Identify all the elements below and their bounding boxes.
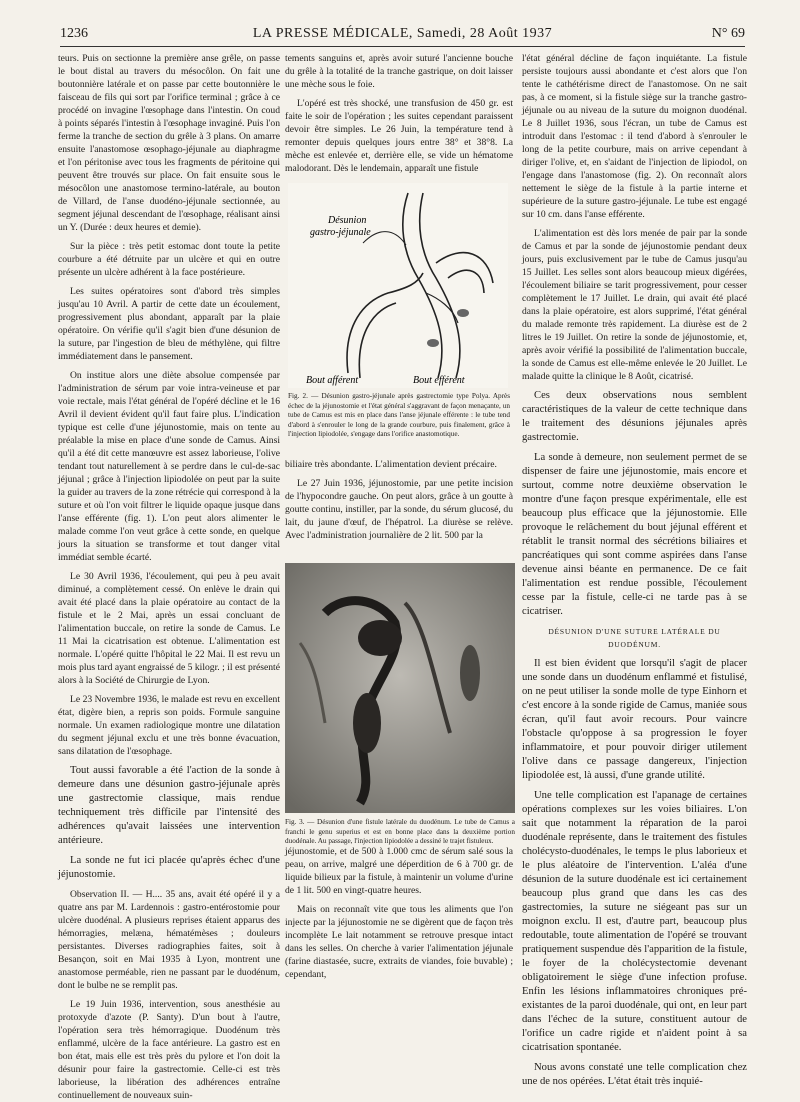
- paragraph: L'opéré est très shocké, une transfusion de 450 gr. est faite le soir de l'opération ; les suites cependant paraissent devoir être simples. Le 26 Juin, la température tend à remonter depuis quelques jours entre 38° et 38°8. La mèche est enlevée et, derrière elle, se vide un hématome malodorant. Dès le lendemain, apparaît une fistule: [285, 98, 513, 174]
- column-right: [522, 52, 747, 1087]
- paragraph: tements sanguins et, après avoir suturé l'ancienne bouche du grêle à la totalité de la tranche gastrique, on doit laisser une mèche sous le foie.: [285, 53, 513, 90]
- paragraph: Ces deux observations nous semblent caractéristiques de la valeur de cette technique dans le traitement des désunions jéjunales après gastrectomie.: [522, 390, 747, 443]
- section-heading: DÉSUNION D'UNE SUTURE LATÉRALE DU DUODÉNUM.: [548, 627, 721, 649]
- label-gastro-jejunale: gastro-jéjunale: [310, 227, 371, 238]
- journal-title: LA PRESSE MÉDICALE, Samedi, 28 Août 1937: [252, 26, 553, 41]
- figure-3-radiograph: [285, 563, 515, 813]
- column-middle-bottom: [285, 845, 513, 1070]
- paragraph: Mais on reconnaît vite que tous les aliments que l'on injecte par la jéjunostomie ne se digèrent que de façon très incomplète Le lait notamment se retrouve presque intact dans les selles. On cherche à varier l'alimentation jéjunale (farine diastasée, sucre, extraits de viandes, foie buvable) ; cependant,: [285, 904, 513, 980]
- paragraph: l'état général décline de façon inquiétante. La fistule persiste toujours aussi abondante et c'est alors que l'on tente le cathétérisme direct de l'anastomose. On ne sait pas, à ce moment, si la fistule siège sur la tranche gastro-jéjunale ou au niveau de la suture du moignon duodénal. Le 8 Juillet 1936, sous l'écran, un tube de Camus est introduit dans l'estomac : il tend d'abord à s'enrouler le long de la petite courbure, mais on arrive cependant à diriger l'olive, et, en s'aidant de l'injection de lipiodol, on l'engage dans l'anastomose (fig. 2). On reconnaît alors nettement le siège de la fistule à la partie interne et supérieure de la suture gastro-jéjunale. Le tube est engagé sur 10 cm. dans l'anse efférente.: [522, 53, 747, 220]
- paragraph: jéjunostomie, et de 500 à 1.000 cmc de sérum salé sous la peau, on arrive, malgré une déperdition de 6 à 700 gr. de liquide bilieux par la fistule, à maintenir un volume d'urine de 1 lit. 500 en vingt-quatre heures.: [285, 846, 513, 896]
- paragraph: Observation II. — H.... 35 ans, avait été opéré il y a quatre ans par M. Lardennois : gastro-entérostomie pour ulcère duodénal. A plusieurs reprises étaient apparus des hémorragies, melæna, hématémèses ; douleurs persistantes. Diverses radiographies faites, soit à Besançon, soit en Mai 1935 à Lyon, montrent une anastomose perméable, rien ne passant par le duodénum, dont le bulbe ne se remplit pas.: [58, 889, 280, 991]
- page-header: [60, 22, 745, 47]
- paragraph: biliaire très abondante. L'alimentation devient précaire.: [285, 459, 497, 470]
- label-bout-efferent: Bout efférent: [413, 375, 465, 386]
- paragraph: Nous avons constaté une telle complication chez une de nos opérées. L'état était très inquié-: [522, 1062, 747, 1087]
- column-left: [58, 52, 280, 1101]
- paragraph: La sonde ne fut ici placée qu'après échec d'une jéjunostomie.: [58, 855, 280, 880]
- figure-2-drawing: [288, 183, 508, 388]
- figure-2-diagram: [288, 183, 508, 388]
- paragraph: L'alimentation est dès lors menée de pair par la sonde de Camus et par la sonde de jéjunostomie pendant deux jours, puis exclusivement par le tube de Camus jusqu'au 15 Juillet. Les selles sont alors beaucoup mieux digérées, l'écoulement biliaire se tarit progressivement, pour cesser complètement le 17 Juillet. Le drain, qui avait été placé dans la plaie opératoire, est alors supprimé, l'état général du malade remonte très rapidement. La diurèse est de 2 litres le 19 Juillet. On retire la sonde de jéjunostomie, et, après avoir vérifié la possibilité de l'alimentation buccale, la sonde de Camus est elle-même enlevée le 20 Juillet. Le malade quitte la clinique le 8 Août, cicatrisé.: [522, 228, 747, 382]
- column-middle-top: [285, 52, 513, 182]
- paragraph: On institue alors une diète absolue compensée par l'administration de sérum par voie intra-veineuse et par voie rectale, mais l'état général de l'opéré décline et le 16 Avril il devient évident qu'il faut faire plus. L'indication typique est celle d'une jéjunostomie, mais on tente au préalable la mise en place d'une sonde de Camus. Ainsi qu'il a été dit cette manœuvre est assez laborieuse, l'olive tendant tout naturellement à se perdre dans le cul-de-sac jéjunal ; grâce à l'injection lipiodolée on peut par la suite la guider au travers de la zone rétrécie qui correspond à la suture et où l'on voit filtrer le liquide opaque jusque dans l'anse efférente (fig. 1). L'on peut alors alimenter le malade comme l'on veut grâce à cette sonde, en quelque jours la situation se transforme et tout danger vital immédiat semble écarté.: [58, 370, 280, 563]
- paragraph: Le 27 Juin 1936, jéjunostomie, par une petite incision de l'hypocondre gauche. On peut alors, grâce à un goutte à goutte continu, instiller, par la sonde, du sérum glucosé, du lait, du jaune d'œuf, de l'hépatrol. La diurèse se relève. Avec l'administration journalière de 2 lit. 500 par la: [285, 478, 513, 541]
- figure-3-caption: Fig. 3. — Désunion d'une fistule latérale du duodénum. Le tube de Camus a franchi le genu superius et est en bonne place dans la deuxième portion duodénale. Au passage, l'injection lipiodolée a dessiné le trajet fistuleux.: [285, 818, 515, 845]
- paragraph: teurs. Puis on sectionne la première anse grêle, on passe le bout distal au travers du mésocôlon. On fait une boutonnière latérale et on passe par cette boutonnière le faisceau de fils qui sort par l'orifice terminal ; grâce à ce procédé on invagine l'œsophage dans l'intestin. On coud à points séparés l'intestin à l'œsophage invaginé. Puis l'on ferme la tranche de section du grêle à 3 plans. On amarre ensuite l'anastomose œsophago-jéjunale au diaphragme et l'on péritonise avec tous les fragments de péritoine qui peuvent être trouvés sur place. On fait ensuite sous le mésocôlon une anastomose termino-latérale, au bouton de Villard, de l'anse duodéno-jéjunale sectionnée, au segment jéjunal descendant de l'œsophage, réalisant ainsi un Y. (Durée : deux heures et demie).: [58, 53, 280, 233]
- page-number: 1236: [60, 26, 88, 41]
- paragraph: Le 23 Novembre 1936, le malade est revu en excellent état, digère bien, a repris son poids. Formule sanguine normale. Un examen radiologique montre une dilatation du segment jéjunal exclu et une très bonne évacuation, sans dilatation de l'œsophage.: [58, 694, 280, 757]
- paragraph: Il est bien évident que lorsqu'il s'agit de placer une sonde dans un duodénum enflammé et fistulisé, on ne peut utiliser la sonde molle de type Einhorn et c'est encore à la sonde rigide de Camus, maniée sous écran, qu'il faut avoir recours. Pour vaincre l'obstacle qu'oppose à sa progression le foyer inflammatoire, et pour pouvoir diriger utilement l'olive dans ce passage dangereux, l'injection lipiodolée est, là aussi, d'une grande utilité.: [522, 658, 747, 781]
- paragraph: Le 19 Juin 1936, intervention, sous anesthésie au protoxyde d'azote (P. Santy). D'un bout à l'autre, l'opération sera très hémorragique. Duodénum très enflammé, ulcère de la face antérieure. La gastro est en bon état, mais elle est très près du pylore et l'on doit la désunir pour faire la gastrectomie. Celle-ci est très laborieuse, la libération des adhérences entraîne continuellement de nouveaux suin-: [58, 999, 280, 1101]
- paragraph: Tout aussi favorable a été l'action de la sonde à demeure dans une désunion gastro-jéjunale après une gastrectomie classique, mais rendue techniquement très difficile par l'intensité des adhérences qu'avait laissées une intervention antérieure.: [58, 765, 280, 846]
- paragraph: La sonde à demeure, non seulement permet de se dispenser de faire une jéjunostomie, mais encore et surtout, comme notre deuxième observation le montre d'une façon presque expérimentale, elle est beaucoup plus efficace que la jéjunostomie. Elle provoque le relâchement du bout jéjunal efférent et rétablit le transit normal des sécrétions biliaires et pancréatiques qui sont comme aspirées dans l'anse devenue ainsi béante en permanence. De ce fait l'alimentation est rendue possible, l'écoulement cesse par la fistule, celle-ci ne tarde pas à se cicatriser.: [522, 452, 747, 617]
- figure-2-caption: Fig. 2. — Désunion gastro-jéjunale après gastrectomie type Polya. Après échec de la jéjunostomie et l'état général s'aggravant de façon menaçante, un tube de Camus est mis en place dans l'anse jéjunale efférente : le tube tend d'abord à s'enrouler le long de la grande courbure, puis finalement, grâce à l'injection lipiodolée, s'engage dans l'orifice anastomotique.: [288, 392, 510, 438]
- label-bout-afferent: Bout afférent: [306, 375, 359, 386]
- camus-olive-icon: [457, 309, 469, 317]
- paragraph: Sur la pièce : très petit estomac dont toute la petite courbure a été détruite par un ulcère et qui en outre présente un ulcère adhérent à la face postérieure.: [58, 241, 280, 278]
- issue-number: N° 69: [711, 26, 745, 41]
- label-desunion: Désunion: [328, 215, 367, 226]
- radiograph-image: [285, 563, 515, 813]
- paragraph: Une telle complication est l'apanage de certaines opérations complexes sur les voies biliaires. L'on sait que notamment la réparation de la paroi duodénale représente, dans le traitement des fistules cholécysto-duodénales, le temps le plus laborieux et le plus aléatoire de l'intervention. L'aléa d'une désunion de la suture duodénale est ici certainement beaucoup plus grand que dans les cas des gastrectomies, la suture ne siégeant pas sur un moignon exclu. Il est, d'autre part, beaucoup plus redoutable, toute alimentation de l'opéré se trouvant pratiquement suspendue dès l'apparition de la fistule, le foyer de la cholécystectomie devenant obligatoirement le siège d'une infection profuse. Enfin les lésions inflammatoires chroniques pré-existantes de la paroi duodénale, qui ont, en leur part dans l'échec de la suture, constituent autour de l'orifice un cadre rigide et n'aident point à sa cicatrisation spontanée.: [522, 790, 747, 1053]
- paragraph: Le 30 Avril 1936, l'écoulement, qui peu à peu avait diminué, a complètement cessé. On enlève le drain qui avait été placé dans la plaie opératoire au contact de la fistule et le 2 Mai, après un essai concluant de l'alimentation buccale, on retire la sonde de Camus. Le 11 Mai la cicatrisation est obtenue. L'alimentation est normale. L'opéré quitte l'hôpital le 22 Mai. Il est revu un mois plus tard ayant engraissé de 5 kilogr. ; il est présenté alors à la Société de Chirurgie de Lyon.: [58, 571, 280, 686]
- paragraph: Les suites opératoires sont d'abord très simples jusqu'au 10 Avril. A partir de cette date un écoulement, progressivement plus abondant, apparaît par la plaie opératoire. On vérifie qu'il s'agit bien d'une désunion de la suture, par l'ingestion de bleu de méthylène, qui filtre immédiatement dans le pansement.: [58, 286, 280, 362]
- camus-olive-icon: [427, 339, 439, 347]
- column-middle-mid: [285, 458, 513, 558]
